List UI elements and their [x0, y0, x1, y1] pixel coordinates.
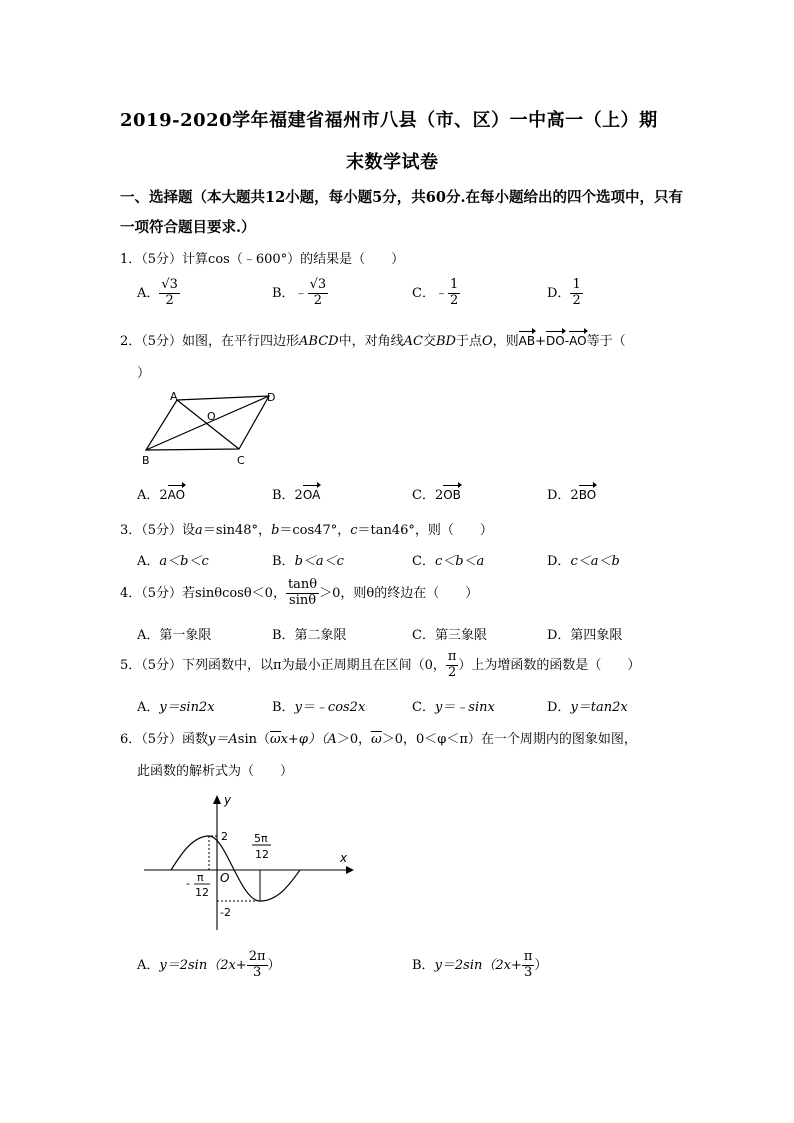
right-tick-denominator: 12 — [255, 848, 269, 861]
q4-option-a: A．第一象限 — [137, 628, 212, 643]
y-axis-arrow — [213, 795, 221, 804]
q2-option-b: B．2OA — [272, 488, 321, 503]
right-tick-numerator: 5π — [254, 832, 268, 845]
question-6-line-2: 此函数的解析式为（ ） — [137, 764, 294, 779]
center-label-o: O — [207, 410, 216, 423]
max-value-label: 2 — [221, 830, 228, 843]
question-5-text: 5．（5分）下列函数中，以π为最小正周期且在区间（0， $\frac{\pi}{2}$ ）上为增函数的函数是（ ） — [120, 649, 641, 680]
y-axis-label: y — [224, 793, 232, 807]
q4-option-c: C．第三象限 — [412, 628, 487, 643]
q5-option-d: D．y＝tan2x — [547, 700, 628, 715]
x-axis-label: x — [340, 851, 348, 865]
section-heading-line-2: 一项符合题目要求.） — [120, 219, 256, 236]
left-tick-denominator: 12 — [195, 886, 209, 899]
vertex-label-b: B — [142, 454, 150, 467]
q2-option-a: A．2AO — [137, 488, 186, 503]
diagonal-ac — [177, 400, 239, 449]
question-2-line-2: ） — [137, 366, 151, 381]
question-4-text: 4．（5分）若sinθcosθ＜0， $\frac{\tan\theta}{\sin\theta}$ ＞0，则θ的终边在（ ） — [120, 577, 479, 608]
q3-option-d: D．c＜a＜b — [547, 554, 620, 569]
vertex-label-a: A — [170, 390, 178, 403]
x-axis-arrow — [346, 866, 354, 874]
vertex-label-d: D — [267, 391, 276, 404]
q6-option-b: B．y＝2sin（2x+ $\frac{\pi}{3}$ ） — [412, 949, 548, 980]
q6-option-a: A．y＝2sin（2x+ $\frac{2\pi}{3}$ ） — [137, 949, 281, 980]
sine-curve — [171, 836, 300, 901]
question-6-text: 6．（5分）函数y＝Asin（ωx+φ）（A＞0，ω＞0，0＜φ＜π）在一个周期内的图象如图， — [120, 732, 637, 747]
sine-graph-figure — [140, 790, 360, 940]
left-tick-numerator: π — [197, 871, 204, 884]
q4-option-b: B．第二象限 — [272, 628, 347, 643]
title-line-1: 2019-2020学年福建省福州市八县（市、区）一中高一（上）期 — [120, 110, 658, 131]
q2-option-d: D．2BO — [547, 488, 597, 503]
section-heading-line-1: 一、选择题（本大题共12小题，每小题5分，共60分.在每小题给出的四个选项中，只有 — [120, 189, 683, 206]
title-line-2: 末数学试卷 — [346, 152, 439, 173]
min-value-label: -2 — [220, 906, 231, 919]
q3-option-b: B．b＜a＜c — [272, 554, 344, 569]
q3-option-a: A．a＜b＜c — [137, 554, 209, 569]
origin-label: O — [220, 871, 230, 885]
q1-option-b: B．﹣ $\frac{√3}{2}$ — [272, 277, 327, 308]
q2-option-c: C．2OB — [412, 488, 461, 503]
question-3-text: 3．（5分）设a＝sin48°，b＝cos47°，c＝tan46°，则（ ） — [120, 523, 493, 538]
left-tick-sign: - — [186, 877, 190, 890]
question-2-text: 2．（5分）如图，在平行四边形ABCD中，对角线AC交BD于点O，则AB+DO-AO等于（ — [120, 334, 626, 349]
question-1-text: 1．（5分）计算cos（﹣600°）的结果是（ ） — [120, 252, 405, 267]
q1-option-a: A． $\frac{√3}{2}$ — [137, 277, 178, 308]
q5-option-b: B．y＝﹣cos2x — [272, 700, 366, 715]
q5-option-a: A．y＝sin2x — [137, 700, 215, 715]
q1-option-d: D． $\frac{1}{2}$ — [547, 277, 581, 308]
diagonal-bd — [146, 396, 269, 450]
q1-option-c: C．﹣ $\frac{1}{2}$ — [412, 277, 459, 308]
parallelogram-figure — [136, 388, 286, 468]
q3-option-c: C．c＜b＜a — [412, 554, 485, 569]
q4-option-d: D．第四象限 — [547, 628, 623, 643]
vertex-label-c: C — [237, 454, 245, 467]
q5-option-c: C．y＝﹣sinx — [412, 700, 495, 715]
